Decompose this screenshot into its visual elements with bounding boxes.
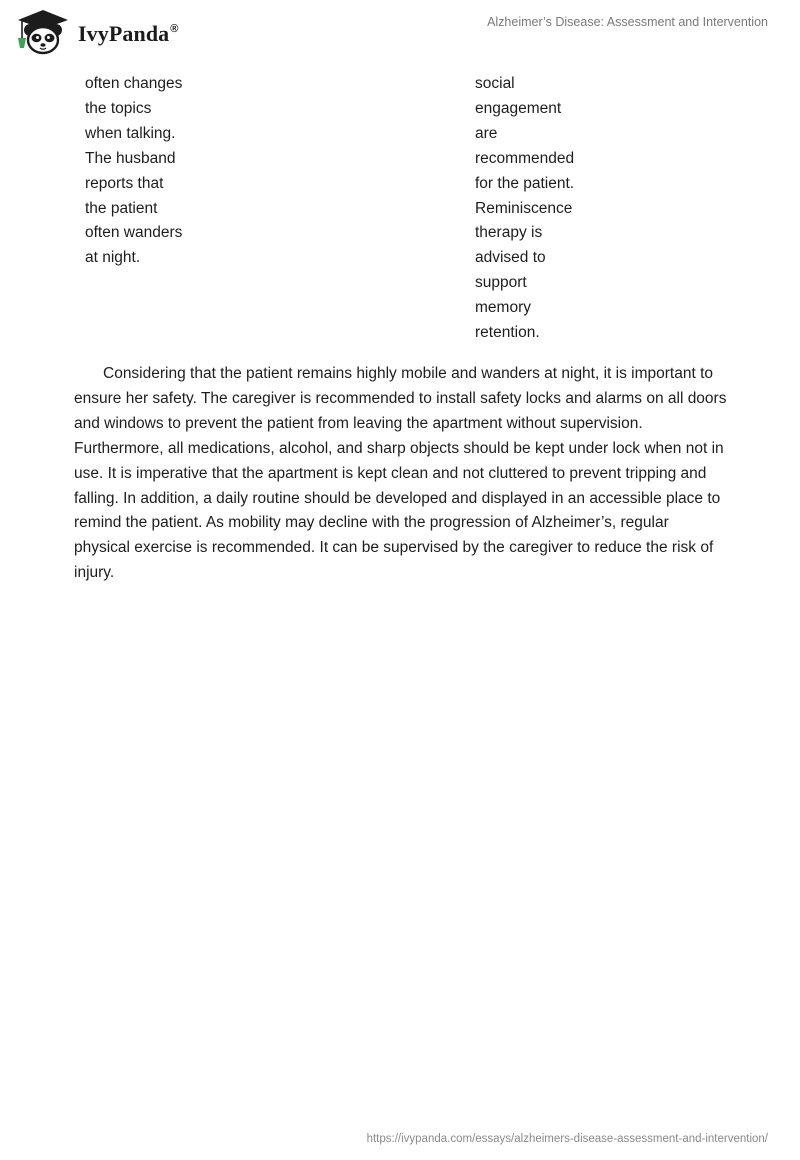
table-left-column bbox=[85, 72, 235, 271]
table-cell-line: advised to bbox=[475, 249, 546, 267]
table-cell-line: the patient bbox=[85, 199, 158, 217]
table-cell-line: The husband bbox=[85, 149, 176, 167]
table-cell-line: the topics bbox=[85, 99, 152, 117]
table-cell-line: are bbox=[475, 124, 498, 142]
table-cell-line: at night. bbox=[85, 249, 141, 267]
table-cell-line: support bbox=[475, 274, 527, 292]
table-cell-line: reports that bbox=[85, 174, 164, 192]
table-cell-line: retention. bbox=[475, 324, 540, 342]
footer-url-link[interactable]: https://ivypanda.com/essays/alzheimers-disease-assessment-and-intervention/ bbox=[366, 1133, 768, 1145]
table-cell-line: recommended bbox=[475, 149, 575, 167]
brand-name: IvyPanda® bbox=[78, 21, 179, 46]
brand-logo[interactable] bbox=[14, 8, 179, 56]
table-cell-line: when talking. bbox=[85, 124, 176, 142]
table-cell-line: often wanders bbox=[85, 224, 183, 242]
table-right-column bbox=[475, 72, 625, 346]
table-cell-line: social bbox=[475, 75, 515, 92]
registered-mark: ® bbox=[170, 23, 179, 35]
table-cell-line: memory bbox=[475, 299, 531, 317]
body-paragraph: Considering that the patient remains highly mobile and wanders at night, it is important to ensure her safety. The caregiver is recommended to install safety locks and alarms on all doors and windows to prevent the patient from leaving the apartment without supervision. Furthermore, all medications, alcohol, and sharp objects should be kept under lock when not in use. It is imperative that the apartment is kept clean and not cluttered to prevent tripping and falling. In addition, a daily routine should be developed and displayed in an accessible place to remind the patient. As mobility may decline with the progression of Alzheimer’s, regular physical exercise is recommended. It can be supervised by the caregiver to reduce the risk of injury. bbox=[74, 365, 727, 582]
table-cell-line: engagement bbox=[475, 99, 562, 117]
document-title: Alzheimer’s Disease: Assessment and Intervention bbox=[487, 15, 768, 29]
table-cell-line: often changes bbox=[85, 75, 183, 92]
panda-graduate-icon bbox=[14, 8, 72, 56]
table-cell-line: for the patient. bbox=[475, 174, 575, 192]
table-cell-line: Reminiscence bbox=[475, 199, 573, 217]
table-cell-line: therapy is bbox=[475, 224, 543, 242]
